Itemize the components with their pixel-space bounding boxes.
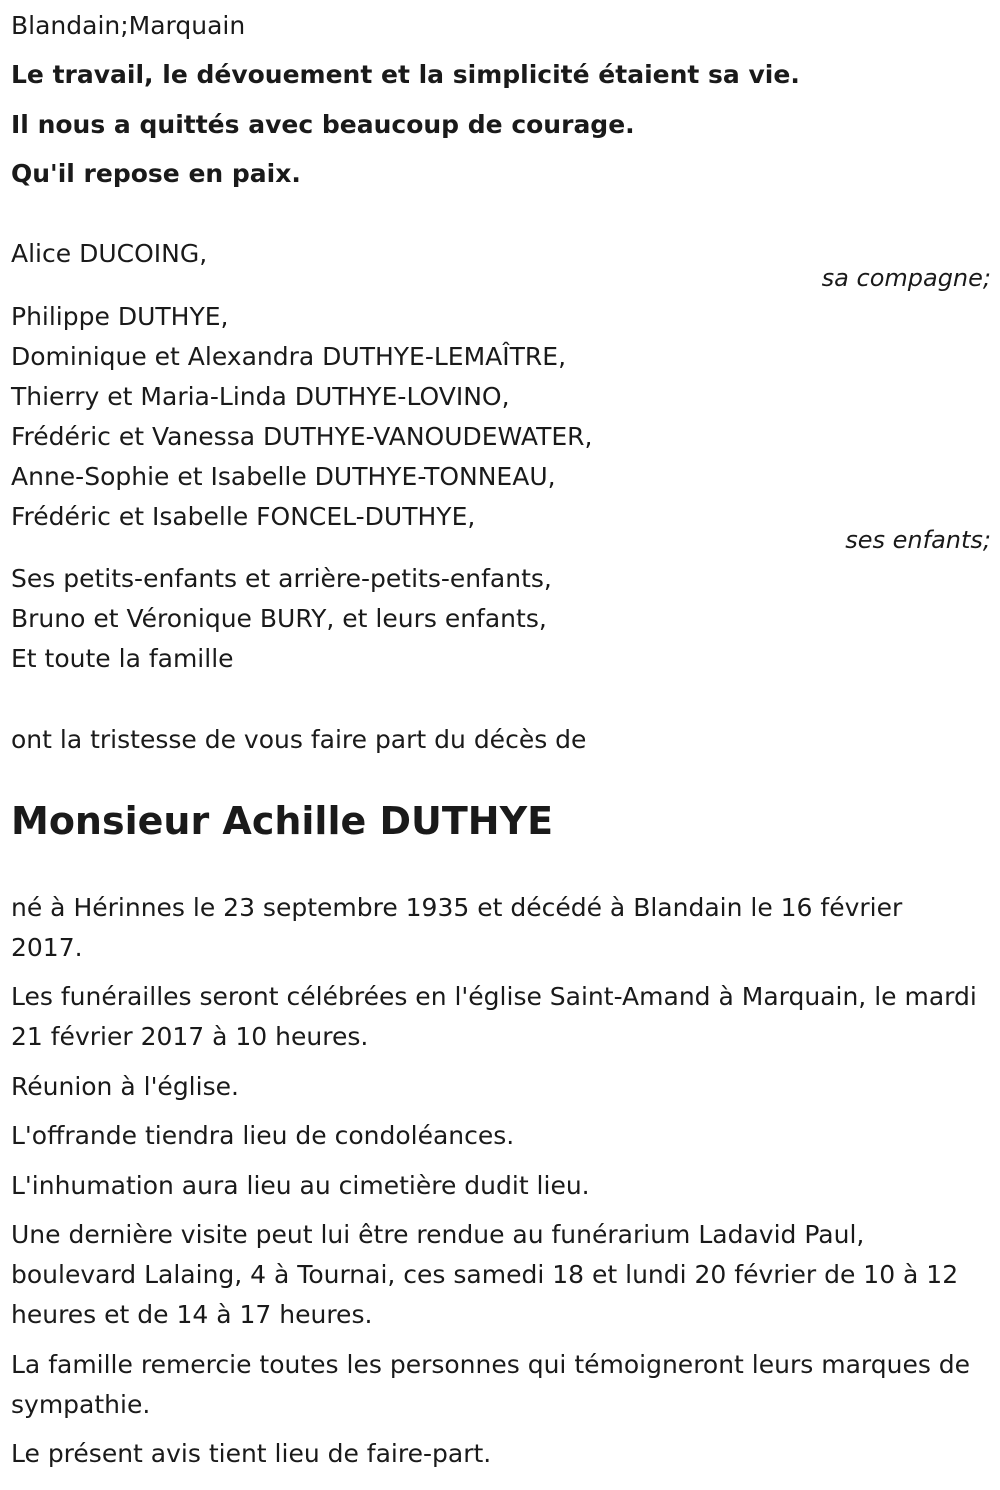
child-name: Philippe DUTHYE, [11,302,229,331]
quote-line-2: Il nous a quittés avec beaucoup de courage. [11,110,635,139]
thanks-details: La famille remercie toutes les personnes qui témoigneront leurs marques de sympathie. [11,1350,971,1419]
quote-line-3: Qu'il repose en paix. [11,159,301,188]
other-family-line: Bruno et Véronique BURY, et leurs enfants, [11,604,547,633]
child-name: Thierry et Maria-Linda DUTHYE-LOVINO, [11,382,510,411]
place-names: Blandain;Marquain [11,11,246,40]
announcement: ont la tristesse de vous faire part du décès de [11,725,587,754]
meeting-details: Réunion à l'église. [11,1072,239,1101]
child-name: Frédéric et Isabelle FONCEL-DUTHYE, [11,502,476,531]
companion-block [11,234,207,274]
other-family-line: Et toute la famille [11,644,234,673]
visit-details: Une dernière visite peut lui être rendue au funérarium Ladavid Paul, boulevard Lalaing, 4 à Tournai, ces samedi 18 et lundi 20 février de 10 à 12 heures et de 14 à 17 heures. [11,1220,959,1329]
child-name: Dominique et Alexandra DUTHYE-LEMAÎTRE, [11,342,567,371]
child-name: Anne-Sophie et Isabelle DUTHYE-TONNEAU, [11,462,556,491]
offering-details: L'offrande tiendra lieu de condoléances. [11,1121,515,1150]
children-role: ses enfants; [845,526,991,554]
notice-details: Le présent avis tient lieu de faire-part. [11,1439,492,1468]
deceased-name: Monsieur Achille DUTHYE [11,799,554,843]
companion-role: sa compagne; [821,264,991,292]
quote-line-1: Le travail, le dévouement et la simplicité étaient sa vie. [11,60,800,89]
children-block [11,297,592,537]
child-name: Frédéric et Vanessa DUTHYE-VANOUDEWATER, [11,422,593,451]
other-family-line: Ses petits-enfants et arrière-petits-enfants, [11,564,552,593]
companion-name: Alice DUCOING, [11,239,208,268]
funeral-details: Les funérailles seront célébrées en l'église Saint-Amand à Marquain, le mardi 21 février 2017 à 10 heures. [11,982,977,1051]
burial-details: L'inhumation aura lieu au cimetière dudit lieu. [11,1171,590,1200]
birth-death-details: né à Hérinnes le 23 septembre 1935 et décédé à Blandain le 16 février 2017. [11,893,903,962]
other-family-block [11,559,552,679]
